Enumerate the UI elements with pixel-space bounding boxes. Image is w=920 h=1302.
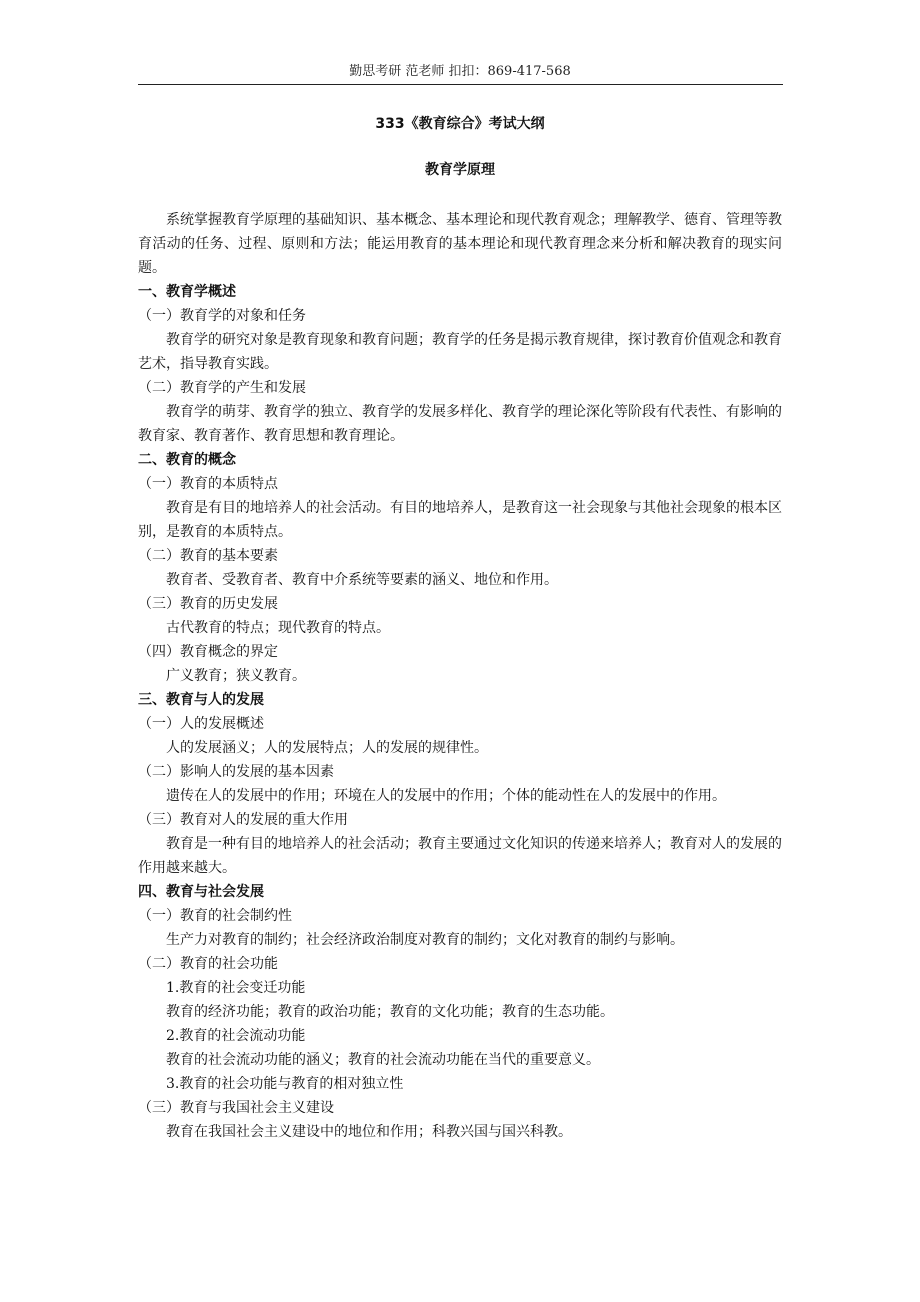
subsection-heading: （二）教育的社会功能 [138,956,278,972]
numbered-heading: 2.教育的社会流动功能 [166,1028,306,1044]
subsection-heading: （四）教育概念的界定 [138,644,278,660]
header-divider [138,84,783,85]
chapter-heading: 四、教育与社会发展 [138,884,264,900]
subsection-text: 人的发展涵义；人的发展特点；人的发展的规律性。 [166,740,488,756]
subsection-text: 教育是一种有目的地培养人的社会活动；教育主要通过文化知识的传递来培养人；教育对人的发展的作用越来越大。 [138,836,782,876]
subsection-text: 教育学的萌芽、教育学的独立、教育学的发展多样化、教育学的理论深化等阶段有代表性、有影响的教育家、教育著作、教育思想和教育理论。 [138,404,782,444]
subsection-heading: （一）教育的本质特点 [138,476,278,492]
subsection-text: 广义教育；狭义教育。 [166,668,306,684]
chapter-heading: 三、教育与人的发展 [138,692,264,708]
chapter-heading: 二、教育的概念 [138,452,236,468]
subsection-text: 生产力对教育的制约；社会经济政治制度对教育的制约；文化对教育的制约与影响。 [166,932,684,948]
subsection-heading: （二）影响人的发展的基本因素 [138,764,334,780]
numbered-heading: 3.教育的社会功能与教育的相对独立性 [166,1076,404,1092]
subsection-heading: （一）教育的社会制约性 [138,908,292,924]
intro-paragraph: 系统掌握教育学原理的基础知识、基本概念、基本理论和现代教育观念；理解教学、德育、管理等教育活动的任务、过程、原则和方法；能运用教育的基本理论和现代教育理念来分析和解决教育的现实问题。 [138,212,782,276]
subsection-heading: （二）教育学的产生和发展 [138,380,306,396]
subsection-heading: （一）人的发展概述 [138,716,264,732]
numbered-text: 教育的经济功能；教育的政治功能；教育的文化功能；教育的生态功能。 [166,1004,614,1020]
subsection-heading: （三）教育与我国社会主义建设 [138,1100,334,1116]
document-body [138,208,782,1144]
subsection-heading: （二）教育的基本要素 [138,548,278,564]
numbered-text: 教育的社会流动功能的涵义；教育的社会流动功能在当代的重要意义。 [166,1052,600,1068]
numbered-heading: 1.教育的社会变迁功能 [166,980,306,996]
document-title: 333《教育综合》考试大纲 [375,116,545,132]
subsection-text: 教育学的研究对象是教育现象和教育问题；教育学的任务是揭示教育规律，探讨教育价值观念和教育艺术，指导教育实践。 [138,332,782,372]
subsection-heading: （一）教育学的对象和任务 [138,308,306,324]
subsection-text: 遗传在人的发展中的作用；环境在人的发展中的作用；个体的能动性在人的发展中的作用。 [166,788,726,804]
subsection-text: 教育是有目的地培养人的社会活动。有目的地培养人，是教育这一社会现象与其他社会现象的根本区别，是教育的本质特点。 [138,500,782,540]
subsection-heading: （三）教育的历史发展 [138,596,278,612]
subsection-text: 教育在我国社会主义建设中的地位和作用；科教兴国与国兴科教。 [166,1124,572,1140]
chapter-heading: 一、教育学概述 [138,284,236,300]
section-title: 教育学原理 [425,162,495,178]
page-header: 勤思考研 范老师 扣扣：869-417-568 [349,64,571,79]
subsection-text: 古代教育的特点；现代教育的特点。 [166,620,390,636]
subsection-text: 教育者、受教育者、教育中介系统等要素的涵义、地位和作用。 [166,572,558,588]
subsection-heading: （三）教育对人的发展的重大作用 [138,812,348,828]
